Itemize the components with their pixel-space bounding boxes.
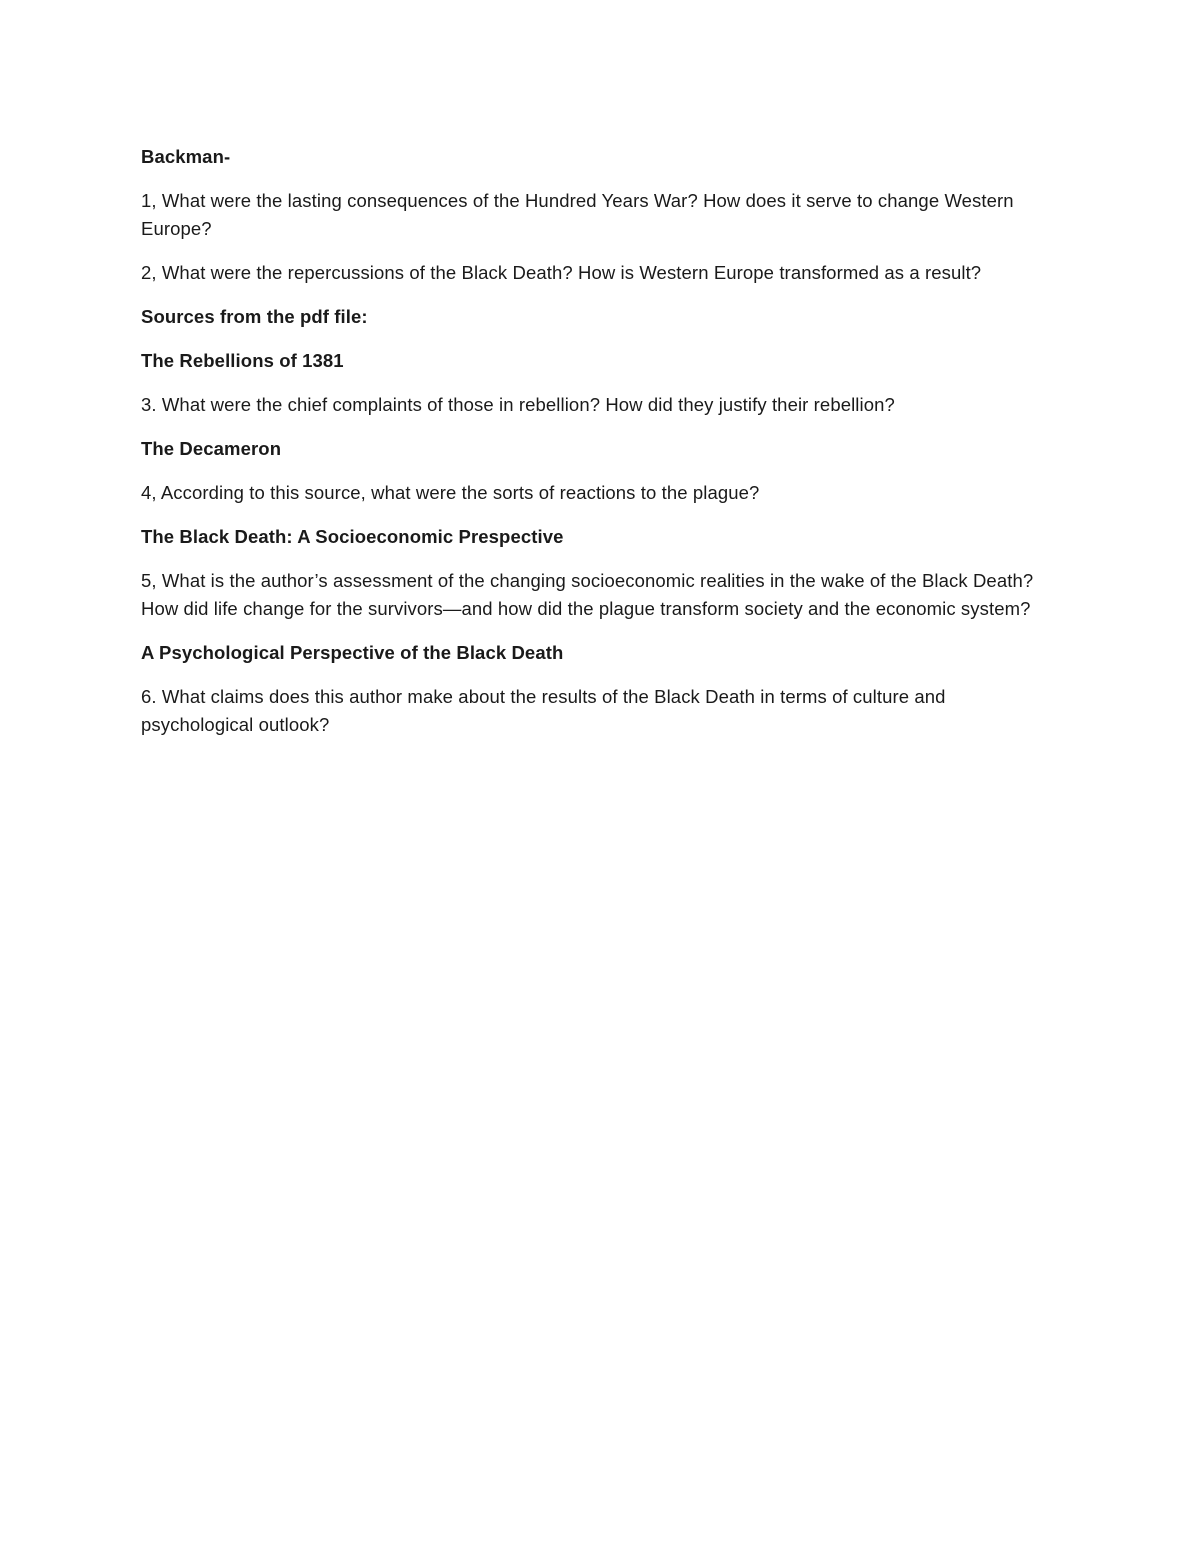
document-header: Backman- (141, 146, 231, 167)
question-6: 6. What claims does this author make about the results of the Black Death in terms of culture and psychological outlook? (141, 686, 946, 735)
question-2: 2, What were the repercussions of the Black Death? How is Western Europe transformed as a result? (141, 262, 982, 283)
section-title-psychological: A Psychological Perspective of the Black Death (141, 642, 564, 663)
question-3: 3. What were the chief complaints of those in rebellion? How did they justify their rebellion? (141, 394, 895, 415)
question-4: 4, According to this source, what were the sorts of reactions to the plague? (141, 482, 760, 503)
document-body (141, 143, 1041, 755)
section-title-socioeconomic: The Black Death: A Socioeconomic Prespective (141, 526, 564, 547)
section-title-decameron: The Decameron (141, 438, 282, 459)
question-5: 5, What is the author’s assessment of the changing socioeconomic realities in the wake of the Black Death? How did life change for the survivors—and how did the plague transform society and the economic system? (141, 570, 1034, 619)
section-title-rebellions: The Rebellions of 1381 (141, 350, 344, 371)
sources-heading: Sources from the pdf file: (141, 306, 368, 327)
question-1: 1, What were the lasting consequences of the Hundred Years War? How does it serve to change Western Europe? (141, 190, 1014, 239)
